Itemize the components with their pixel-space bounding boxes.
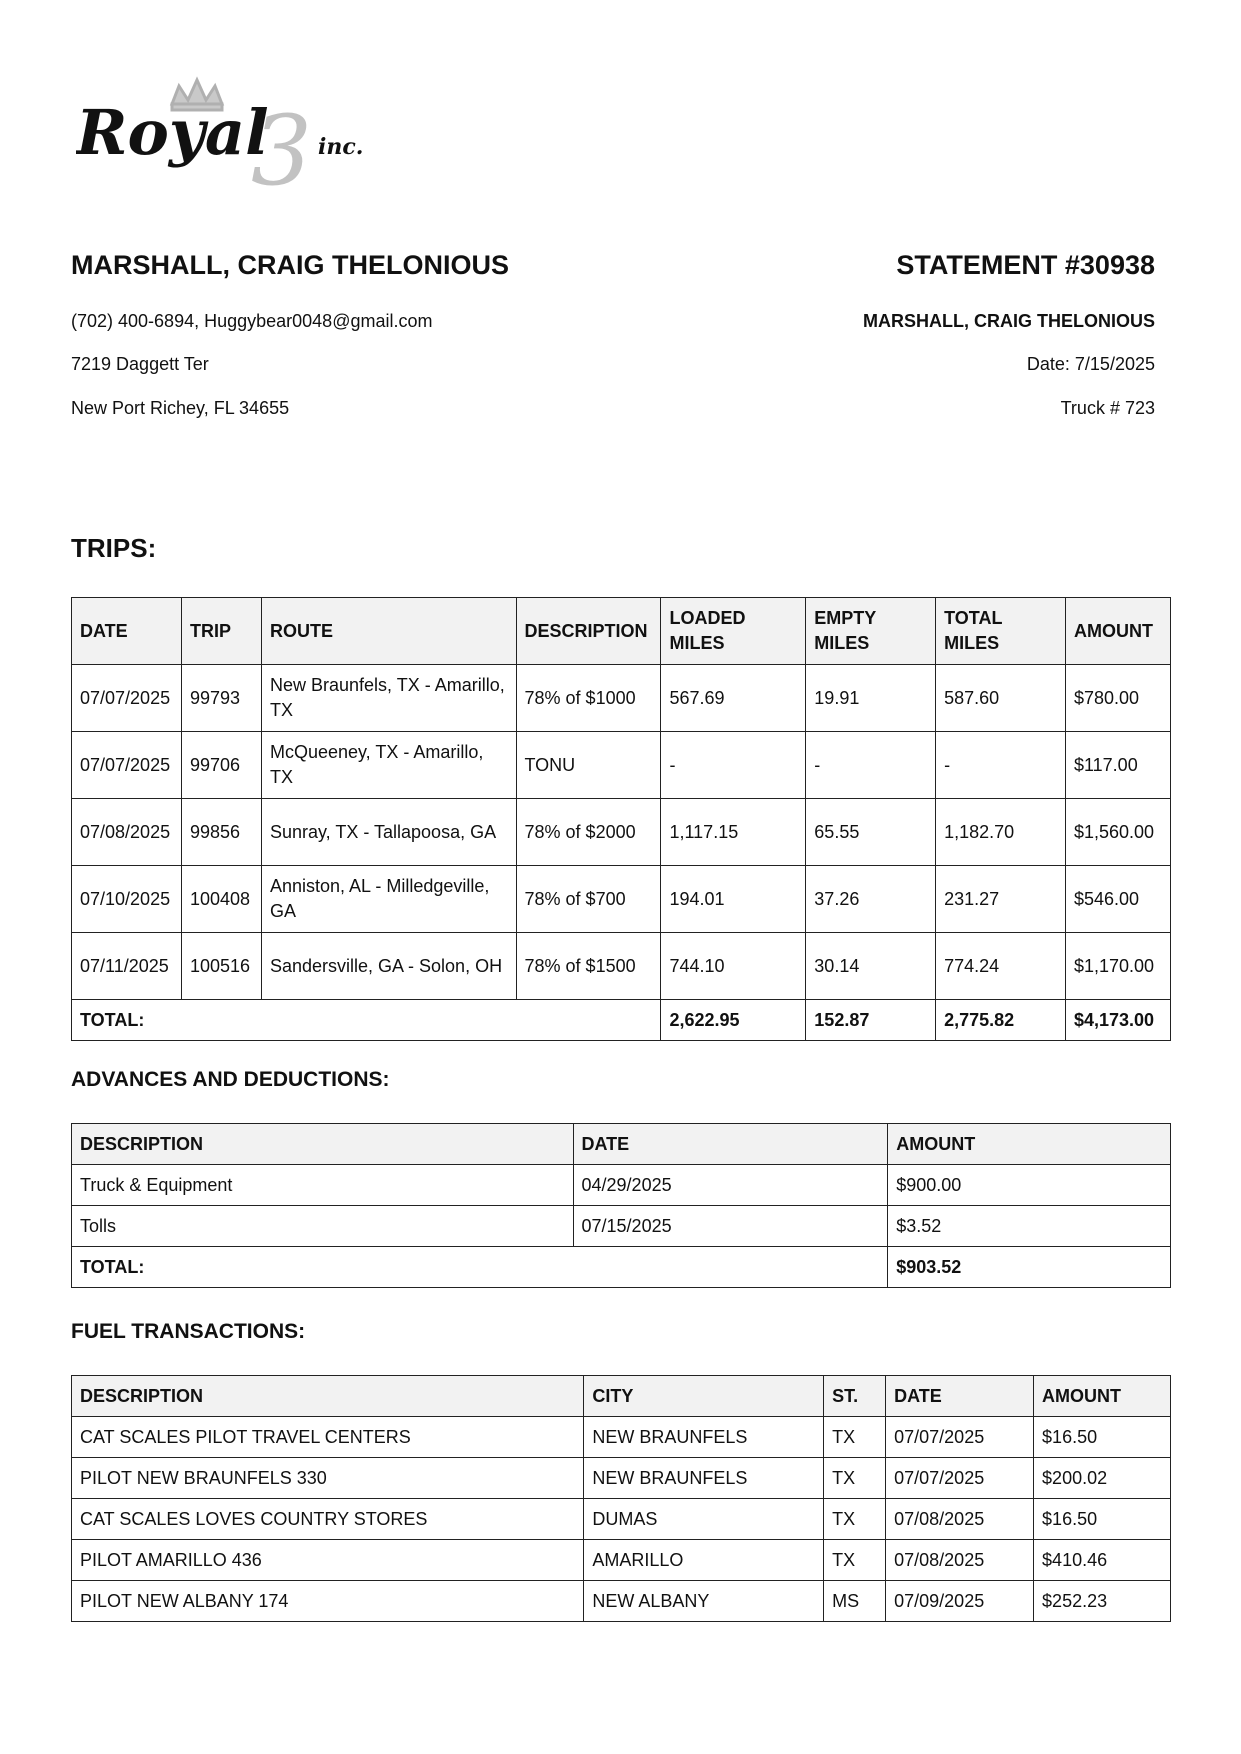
table-cell: 07/07/2025 — [72, 665, 182, 732]
table-row — [72, 1540, 1171, 1581]
table-cell: 231.27 — [936, 866, 1066, 933]
logo-suffix: inc. — [318, 134, 364, 160]
table-cell: $900.00 — [888, 1165, 1171, 1206]
table-row — [72, 1165, 1171, 1206]
table-row — [72, 866, 1171, 933]
table-cell: 07/08/2025 — [886, 1499, 1034, 1540]
table-cell: $252.23 — [1034, 1581, 1171, 1622]
total-miles: 2,775.82 — [936, 1000, 1066, 1041]
column-header-empty-miles: EMPTY MILES — [806, 598, 936, 665]
table-cell: 07/10/2025 — [72, 866, 182, 933]
company-logo — [76, 76, 386, 191]
table-cell: 19.91 — [806, 665, 936, 732]
table-cell: 774.24 — [936, 933, 1066, 1000]
column-header-description: DESCRIPTION — [72, 1124, 574, 1165]
table-cell: $117.00 — [1065, 732, 1170, 799]
statement-truck: Truck # 723 — [1060, 398, 1155, 418]
table-cell: NEW ALBANY — [584, 1581, 824, 1622]
table-row — [72, 732, 1171, 799]
table-cell: 587.60 — [936, 665, 1066, 732]
table-cell: 78% of $2000 — [516, 799, 661, 866]
table-cell: - — [936, 732, 1066, 799]
driver-address-line2: New Port Richey, FL 34655 — [71, 398, 290, 418]
trips-section-title: TRIPS: — [71, 533, 157, 563]
table-cell: $1,560.00 — [1065, 799, 1170, 866]
table-row — [72, 1206, 1171, 1247]
table-cell: 30.14 — [806, 933, 936, 1000]
fuel-section-title: FUEL TRANSACTIONS: — [71, 1320, 306, 1343]
trips-table — [71, 597, 1171, 1041]
table-cell: NEW BRAUNFELS — [584, 1458, 824, 1499]
total-label: TOTAL: — [72, 1247, 888, 1288]
table-cell: 78% of $700 — [516, 866, 661, 933]
table-cell: 07/08/2025 — [72, 799, 182, 866]
table-row — [72, 1499, 1171, 1540]
table-header-row — [72, 1376, 1171, 1417]
table-row — [72, 1581, 1171, 1622]
table-cell: $1,170.00 — [1065, 933, 1170, 1000]
driver-contact: (702) 400-6894, Huggybear0048@gmail.com — [71, 311, 433, 331]
total-amount: $4,173.00 — [1065, 1000, 1170, 1041]
column-header-state: ST. — [824, 1376, 886, 1417]
driver-name: MARSHALL, CRAIG THELONIOUS — [71, 250, 509, 280]
table-cell: 1,117.15 — [661, 799, 806, 866]
table-cell: TX — [824, 1499, 886, 1540]
logo-numeral: 3 — [251, 95, 313, 191]
table-cell: PILOT NEW ALBANY 174 — [72, 1581, 584, 1622]
table-cell: 07/08/2025 — [886, 1540, 1034, 1581]
table-cell: Anniston, AL - Milledgeville, GA — [261, 866, 516, 933]
column-header-total-miles: TOTAL MILES — [936, 598, 1066, 665]
table-cell: 100516 — [181, 933, 261, 1000]
column-header-route: ROUTE — [261, 598, 516, 665]
table-cell: New Braunfels, TX - Amarillo, TX — [261, 665, 516, 732]
table-cell: McQueeney, TX - Amarillo, TX — [261, 732, 516, 799]
table-cell: PILOT NEW BRAUNFELS 330 — [72, 1458, 584, 1499]
column-header-date: DATE — [573, 1124, 888, 1165]
column-header-amount: AMOUNT — [888, 1124, 1171, 1165]
table-cell: MS — [824, 1581, 886, 1622]
column-header-date: DATE — [886, 1376, 1034, 1417]
column-header-date: DATE — [72, 598, 182, 665]
statement-info — [595, 248, 1155, 428]
table-cell: 07/11/2025 — [72, 933, 182, 1000]
advances-table — [71, 1123, 1171, 1288]
table-cell: Tolls — [72, 1206, 574, 1247]
table-cell: 04/29/2025 — [573, 1165, 888, 1206]
table-cell: $410.46 — [1034, 1540, 1171, 1581]
total-row — [72, 1247, 1171, 1288]
table-cell: $780.00 — [1065, 665, 1170, 732]
table-cell: TONU — [516, 732, 661, 799]
table-cell: CAT SCALES PILOT TRAVEL CENTERS — [72, 1417, 584, 1458]
table-cell: 567.69 — [661, 665, 806, 732]
table-cell: 99793 — [181, 665, 261, 732]
table-row — [72, 799, 1171, 866]
column-header-city: CITY — [584, 1376, 824, 1417]
table-cell: 07/07/2025 — [886, 1417, 1034, 1458]
total-amount: $903.52 — [888, 1247, 1171, 1288]
table-header-row — [72, 598, 1171, 665]
table-cell: 07/09/2025 — [886, 1581, 1034, 1622]
table-cell: DUMAS — [584, 1499, 824, 1540]
table-cell: PILOT AMARILLO 436 — [72, 1540, 584, 1581]
table-cell: CAT SCALES LOVES COUNTRY STORES — [72, 1499, 584, 1540]
table-header-row — [72, 1124, 1171, 1165]
statement-name: MARSHALL, CRAIG THELONIOUS — [863, 311, 1155, 331]
table-cell: $546.00 — [1065, 866, 1170, 933]
table-cell: $16.50 — [1034, 1417, 1171, 1458]
table-cell: TX — [824, 1458, 886, 1499]
table-cell: $16.50 — [1034, 1499, 1171, 1540]
table-cell: 194.01 — [661, 866, 806, 933]
total-row — [72, 1000, 1171, 1041]
table-row — [72, 665, 1171, 732]
column-header-amount: AMOUNT — [1065, 598, 1170, 665]
table-cell: 99706 — [181, 732, 261, 799]
table-cell: 07/15/2025 — [573, 1206, 888, 1247]
table-cell: 744.10 — [661, 933, 806, 1000]
advances-section-title: ADVANCES AND DEDUCTIONS: — [71, 1068, 390, 1091]
column-header-description: DESCRIPTION — [516, 598, 661, 665]
statement-date: Date: 7/15/2025 — [1026, 354, 1155, 374]
column-header-trip: TRIP — [181, 598, 261, 665]
table-cell: 07/07/2025 — [886, 1458, 1034, 1499]
table-cell: 07/07/2025 — [72, 732, 182, 799]
table-cell: 78% of $1000 — [516, 665, 661, 732]
column-header-amount: AMOUNT — [1034, 1376, 1171, 1417]
table-row — [72, 1458, 1171, 1499]
table-cell: 37.26 — [806, 866, 936, 933]
table-cell: Sunray, TX - Tallapoosa, GA — [261, 799, 516, 866]
table-cell: 99856 — [181, 799, 261, 866]
fuel-table — [71, 1375, 1171, 1622]
logo-wordmark: Royal — [76, 96, 269, 169]
table-row — [72, 933, 1171, 1000]
table-cell: TX — [824, 1417, 886, 1458]
table-cell: AMARILLO — [584, 1540, 824, 1581]
table-cell: 65.55 — [806, 799, 936, 866]
table-cell: 78% of $1500 — [516, 933, 661, 1000]
table-cell: 1,182.70 — [936, 799, 1066, 866]
driver-address-line1: 7219 Daggett Ter — [71, 354, 209, 374]
table-cell: Truck & Equipment — [72, 1165, 574, 1206]
table-cell: 100408 — [181, 866, 261, 933]
table-cell: $200.02 — [1034, 1458, 1171, 1499]
table-cell: - — [806, 732, 936, 799]
table-cell: - — [661, 732, 806, 799]
column-header-description: DESCRIPTION — [72, 1376, 584, 1417]
statement-title: STATEMENT #30938 — [896, 250, 1155, 280]
driver-info — [71, 248, 631, 428]
total-loaded-miles: 2,622.95 — [661, 1000, 806, 1041]
table-cell: Sandersville, GA - Solon, OH — [261, 933, 516, 1000]
table-cell: NEW BRAUNFELS — [584, 1417, 824, 1458]
total-empty-miles: 152.87 — [806, 1000, 936, 1041]
column-header-loaded-miles: LOADED MILES — [661, 598, 806, 665]
table-cell: TX — [824, 1540, 886, 1581]
table-row — [72, 1417, 1171, 1458]
table-cell: $3.52 — [888, 1206, 1171, 1247]
total-label: TOTAL: — [72, 1000, 661, 1041]
